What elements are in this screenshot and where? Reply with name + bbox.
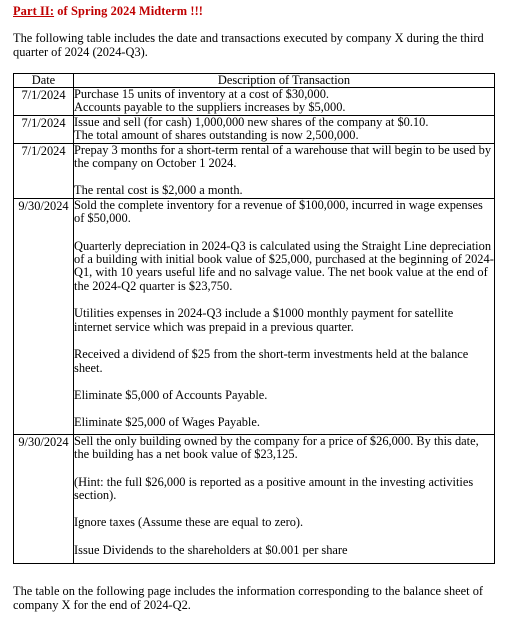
description-line: Issue and sell (for cash) 1,000,000 new shares of the company at $0.10. [74,114,429,129]
spacer [74,334,494,348]
part-label: Part II: [13,4,55,18]
description-line: The rental cost is $2,000 a month. [74,183,243,198]
row-date: 7/1/2024 [14,115,74,143]
header-description: Description of Transaction [74,74,495,88]
table-row [14,115,495,143]
spacer [74,530,494,544]
description-line: Utilities expenses in 2024-Q3 include a $1000 monthly payment for satellite internet service which was prepaid in a previous quarter. [74,306,454,334]
row-description [74,198,495,434]
row-description [74,115,495,143]
spacer [74,402,494,416]
section-heading [13,4,203,19]
outro-paragraph: The table on the following page includes the information corresponding to the balance sheet of company X for the end of 2024-Q2. [13,584,484,612]
table-row [14,434,495,563]
description-line: Prepay 3 months for a short-term rental of a warehouse that will begin to be used by the company on October 1 2024. [74,142,492,171]
spacer [74,375,494,389]
description-line: Eliminate $25,000 of Wages Payable. [74,415,260,430]
row-description [74,88,495,116]
description-line: Sold the complete inventory for a revenue of $100,000, incurred in wage expenses of $50,000. [74,197,483,226]
row-description [74,434,495,563]
row-date: 9/30/2024 [14,198,74,434]
description-line: Quarterly depreciation in 2024-Q3 is calculated using the Straight Line depreciation of a building with initial book value of $25,000, purchased at the beginning of 2024-Q1, with 10 years useful life and no salvage value. The net book value at the end of the 2024-Q2 quarter is $23,750. [74,238,494,293]
spacer [74,462,494,476]
table-row [14,198,495,434]
table-header-row [14,74,495,88]
description-line: Issue Dividends to the shareholders at $0.001 per share [74,542,348,557]
description-line: Sell the only building owned by the company for a price of $26,000. By this date, the building has a net book value of $23,125. [74,433,479,462]
spacer [74,170,494,184]
table-row [14,88,495,116]
spacer [74,226,494,240]
description-line: Accounts payable to the suppliers increases by $5,000. [74,100,346,115]
description-line: The total amount of shares outstanding is now 2,500,000. [74,128,359,143]
row-date: 7/1/2024 [14,88,74,116]
section-title: of Spring 2024 Midterm !!! [57,4,204,18]
intro-paragraph: The following table includes the date and transactions executed by company X during the third quarter of 2024 (2024-Q3). [13,31,484,59]
description-line: Purchase 15 units of inventory at a cost of $30,000. [74,87,329,101]
row-date: 7/1/2024 [14,143,74,198]
spacer [74,293,494,307]
row-description [74,143,495,198]
description-line: Received a dividend of $25 from the short-term investments held at the balance sheet. [74,347,469,375]
description-line: Ignore taxes (Assume these are equal to zero). [74,515,304,530]
description-line: Eliminate $5,000 of Accounts Payable. [74,387,268,402]
description-line: (Hint: the full $26,000 is reported as a positive amount in the investing activities section). [74,474,474,503]
row-date: 9/30/2024 [14,434,74,563]
header-date: Date [14,74,74,88]
transactions-table [13,73,495,564]
spacer [74,502,494,516]
table-row [14,143,495,198]
